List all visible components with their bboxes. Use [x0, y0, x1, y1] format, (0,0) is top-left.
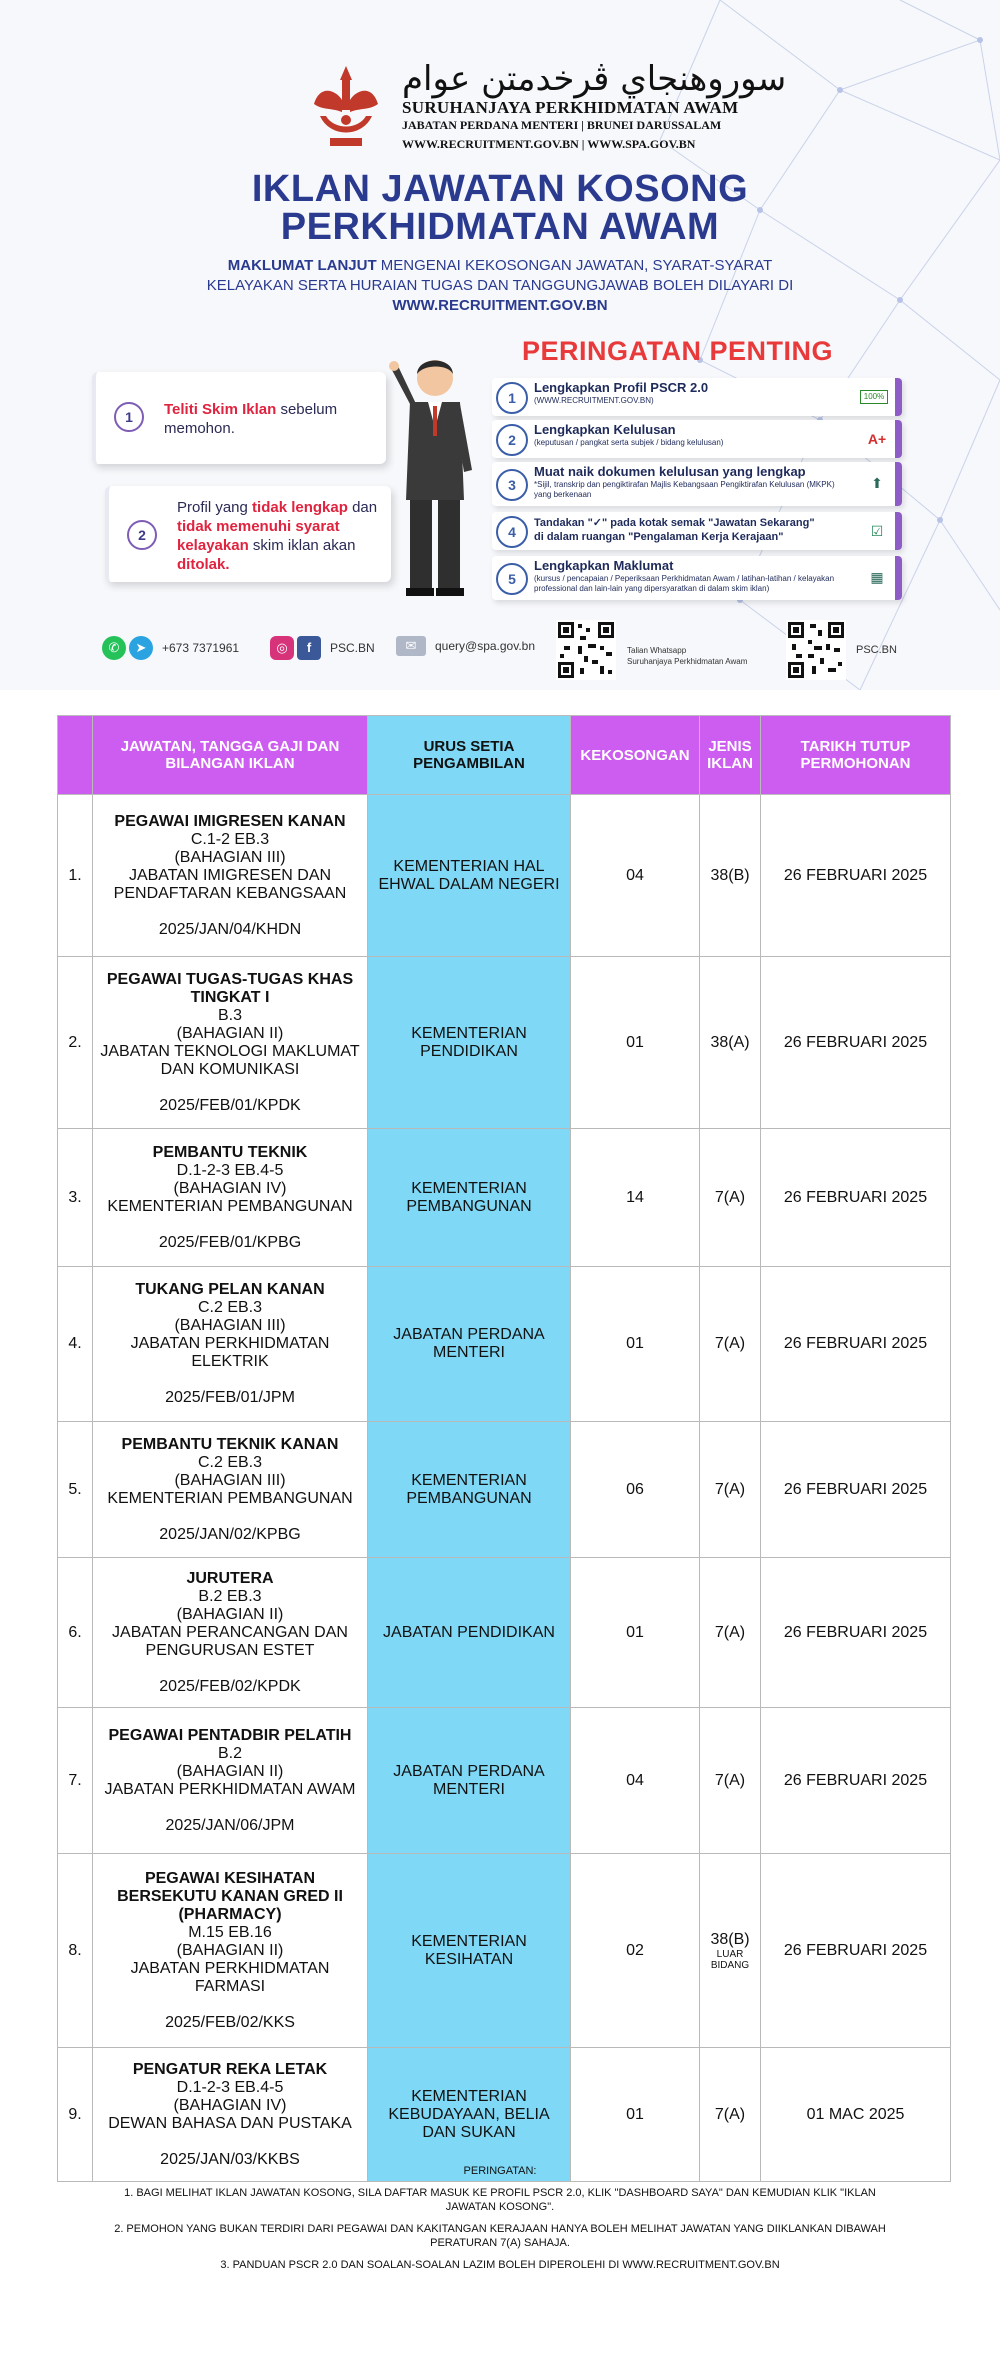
ad-reference: 2025/JAN/04/KHDN: [158, 920, 302, 938]
upload-icon: ⬆: [871, 475, 883, 491]
row-number: 2.: [58, 957, 93, 1129]
poster-header: [0, 0, 1000, 690]
urus-cell: JABATAN PERDANA MENTERI: [368, 1267, 571, 1422]
tarikh-cell: 26 FEBRUARI 2025: [761, 1129, 951, 1267]
position-grade: C.1-2 EB.3: [190, 830, 270, 848]
position-part: (BAHAGIAN II): [176, 1941, 284, 1959]
ad-reference: 2025/JAN/02/KPBG: [159, 1525, 301, 1543]
position-title: PENGATUR REKA LETAK: [132, 2060, 328, 2078]
org-logo-block: [300, 60, 786, 152]
position-part: (BAHAGIAN IV): [173, 2096, 287, 2114]
email-address[interactable]: query@spa.gov.bn: [435, 639, 536, 653]
urus-cell: KEMENTERIAN PEMBANGUNAN: [368, 1129, 571, 1267]
kekosongan-cell: 02: [571, 1854, 700, 2048]
businessman-illustration: [380, 350, 490, 600]
instagram-icon[interactable]: ◎: [270, 636, 294, 660]
note-item: 3. PANDUAN PSCR 2.0 DAN SOALAN-SOALAN LAZIM BOLEH DIPEROLEHI DI WWW.RECRUITMENT.GOV.BN: [220, 2259, 780, 2271]
warning-step-3: [492, 462, 902, 506]
info-bold: MAKLUMAT LANJUT: [227, 257, 377, 274]
step-desc: di dalam ruangan "Pengalaman Kerja Kerajaan": [534, 531, 784, 543]
contact-phone: [102, 636, 239, 660]
header-kekosongan: KEKOSONGAN: [571, 716, 700, 795]
info-text: [200, 256, 800, 316]
urus-cell: KEMENTERIAN KESIHATAN: [368, 1854, 571, 2048]
callout-1: [92, 372, 386, 464]
step-heading: Lengkapkan Maklumat: [534, 558, 674, 573]
position-title: PEGAWAI PENTADBIR PELATIH: [108, 1726, 352, 1744]
jenis-cell: 7(A): [700, 1129, 761, 1267]
jawatan-cell: [93, 1267, 368, 1422]
qr-code-psc[interactable]: [786, 620, 846, 680]
qr-code-whatsapp[interactable]: [556, 620, 616, 680]
urus-cell: KEMENTERIAN PEMBANGUNAN: [368, 1422, 571, 1558]
step-desc: (WWW.RECRUITMENT.GOV.BN): [534, 396, 654, 405]
position-grade: C.2 EB.3: [197, 1299, 263, 1316]
position-dept: JABATAN IMIGRESEN DAN PENDAFTARAN KEBANGSAAN: [113, 866, 347, 902]
tarikh-cell: 26 FEBRUARI 2025: [761, 1422, 951, 1558]
table-header-row: [58, 716, 951, 795]
tarikh-cell: 26 FEBRUARI 2025: [761, 957, 951, 1129]
progress-icon: 100%: [860, 390, 888, 404]
position-dept: JABATAN PERKHIDMATAN FARMASI: [130, 1959, 330, 1995]
urus-cell: KEMENTERIAN PENDIDIKAN: [368, 957, 571, 1129]
row-number: 3.: [58, 1129, 93, 1267]
step-number: 3: [496, 469, 528, 501]
jawatan-cell: [93, 1708, 368, 1854]
contact-social: [270, 636, 375, 660]
step-heading: Muat naik dokumen kelulusan yang lengkap: [534, 464, 806, 479]
urus-cell: KEMENTERIAN KEBUDAYAAN, BELIA DAN SUKAN: [368, 2048, 571, 2182]
position-title: PEGAWAI KESIHATAN BERSEKUTU KANAN GRED II (PHARMACY): [117, 1869, 343, 1923]
urus-cell: KEMENTERIAN HAL EHWAL DALAM NEGERI: [368, 795, 571, 957]
position-grade: D.1-2-3 EB.4-5: [176, 1161, 284, 1179]
org-subtitle: JABATAN PERDANA MENTERI | BRUNEI DARUSSALAM: [402, 118, 722, 132]
ad-reference: 2025/FEB/01/JPM: [165, 1389, 295, 1406]
org-websites: WWW.RECRUITMENT.GOV.BN | WWW.SPA.GOV.BN: [402, 137, 696, 151]
org-name-jawi: سوروهنجاي ڤرخدمتن عوام: [402, 59, 787, 99]
ad-reference: 2025/JAN/03/KKBS: [160, 2150, 300, 2168]
telegram-icon[interactable]: ➤: [129, 636, 153, 660]
position-part: (BAHAGIAN III): [174, 1317, 286, 1334]
kekosongan-cell: 04: [571, 795, 700, 957]
position-part: (BAHAGIAN II): [176, 1605, 284, 1623]
ad-reference: 2025/JAN/06/JPM: [165, 1816, 295, 1834]
header-urus: URUS SETIA PENGAMBILAN: [368, 716, 571, 795]
jawatan-cell: [93, 957, 368, 1129]
jenis-cell: 7(A): [700, 1267, 761, 1422]
callout-text: [164, 400, 374, 438]
table-row: [58, 1422, 951, 1558]
step-accent: [895, 378, 902, 416]
header-tarikh: TARIKH TUTUP PERMOHONAN: [761, 716, 951, 795]
qr-label: PSC.BN: [856, 644, 897, 656]
position-part: (BAHAGIAN III): [174, 1471, 286, 1489]
step-desc: *Sijil, transkrip dan pengiktirafan Majlis Kebangsaan Pengiktirafan Kelulusan (MKPK) yang berkenaan: [534, 480, 835, 499]
position-grade: C.2 EB.3: [197, 1453, 263, 1471]
warning-step-4: [492, 512, 902, 550]
step-desc: (keputusan / pangkat serta subjek / bidang kelulusan): [534, 438, 724, 447]
qr-caption: Talian Whatsapp Suruhanjaya Perkhidmatan Awam: [627, 646, 748, 666]
table-row: [58, 1129, 951, 1267]
position-dept: KEMENTERIAN PEMBANGUNAN: [107, 1197, 353, 1215]
callout-body: sebelum memohon.: [164, 401, 338, 437]
header-jenis: JENIS IKLAN: [700, 716, 761, 795]
jenis-cell: 38(A): [700, 957, 761, 1129]
urus-cell: JABATAN PERDANA MENTERI: [368, 1708, 571, 1854]
warning-title: PERINGATAN PENTING: [522, 336, 834, 366]
tarikh-cell: 26 FEBRUARI 2025: [761, 1558, 951, 1708]
jawatan-cell: [93, 2048, 368, 2182]
brunei-crest-icon: [300, 60, 392, 152]
checkbox-icon: ☑: [870, 523, 884, 539]
phone-number[interactable]: +673 7371961: [162, 641, 240, 655]
grade-icon: A+: [867, 431, 887, 447]
position-dept: KEMENTERIAN PEMBANGUNAN: [107, 1489, 353, 1507]
ad-reference: 2025/FEB/02/KPDK: [159, 1677, 301, 1695]
info-url[interactable]: WWW.RECRUITMENT.GOV.BN: [392, 297, 608, 314]
callout-text: Profil yang tidak lengkap dan tidak memenuhi syarat kelayakan skim iklan akan ditolak.: [177, 499, 378, 573]
position-title: JURUTERA: [186, 1569, 274, 1587]
position-grade: M.15 EB.16: [188, 1923, 272, 1941]
ad-reference: 2025/FEB/01/KPBG: [158, 1233, 302, 1251]
callout-number: 2: [127, 520, 157, 550]
step-accent: [895, 462, 902, 506]
jenis-cell: 38(B) LUAR BIDANG: [700, 1854, 761, 2048]
position-title: PEMBANTU TEKNIK KANAN: [121, 1435, 339, 1453]
position-part: (BAHAGIAN III): [174, 848, 286, 866]
facebook-icon[interactable]: f: [297, 636, 321, 660]
social-handle[interactable]: PSC.BN: [330, 641, 375, 655]
warning-step-1: [492, 378, 902, 416]
position-grade: B.2 EB.3: [198, 1587, 262, 1605]
position-dept: JABATAN PERKHIDMATAN AWAM: [104, 1780, 356, 1798]
step-accent: [895, 556, 902, 600]
table-row: [58, 1708, 951, 1854]
info-body: MENGENAI KEKOSONGAN JAWATAN, SYARAT-SYARAT KELAYAKAN SERTA HURAIAN TUGAS DAN TANGGUNGJAWAB BOLEH DILAYARI DI: [206, 257, 794, 294]
kekosongan-cell: 01: [571, 1558, 700, 1708]
jenis-cell: 7(A): [700, 1422, 761, 1558]
step-number: 5: [496, 563, 528, 595]
urus-cell: JABATAN PENDIDIKAN: [368, 1558, 571, 1708]
step-number: 2: [496, 424, 528, 456]
table-row: [58, 795, 951, 957]
position-part: (BAHAGIAN IV): [173, 1179, 287, 1197]
kekosongan-cell: 06: [571, 1422, 700, 1558]
kekosongan-cell: 14: [571, 1129, 700, 1267]
position-dept: JABATAN TEKNOLOGI MAKLUMAT DAN KOMUNIKASI: [100, 1042, 360, 1078]
position-title: PEGAWAI IMIGRESEN KANAN: [114, 812, 346, 830]
footer-notes: [100, 2164, 900, 2280]
jenis-cell: 7(A): [700, 1708, 761, 1854]
position-title: PEMBANTU TEKNIK: [152, 1143, 308, 1161]
row-number: 1.: [58, 795, 93, 957]
position-dept: DEWAN BAHASA DAN PUSTAKA: [108, 2114, 352, 2132]
position-part: (BAHAGIAN II): [176, 1762, 284, 1780]
kekosongan-cell: 01: [571, 1267, 700, 1422]
position-dept: JABATAN PERKHIDMATAN ELEKTRIK: [130, 1335, 330, 1370]
kekosongan-cell: 01: [571, 2048, 700, 2182]
jawatan-cell: [93, 1854, 368, 2048]
step-number: 4: [496, 516, 528, 548]
table-row: [58, 1267, 951, 1422]
position-grade: B.3: [217, 1006, 242, 1024]
ad-reference: 2025/FEB/02/KKS: [165, 2013, 295, 2031]
notes-heading: PERINGATAN:: [463, 2165, 537, 2177]
warning-step-2: [492, 420, 902, 458]
position-dept: JABATAN PERANCANGAN DAN PENGURUSAN ESTET: [112, 1623, 348, 1659]
jawatan-cell: [93, 1129, 368, 1267]
tarikh-cell: 26 FEBRUARI 2025: [761, 1708, 951, 1854]
table-row: [58, 1854, 951, 2048]
jawatan-cell: [93, 795, 368, 957]
header-jawatan: JAWATAN, TANGGA GAJI DAN BILANGAN IKLAN: [93, 716, 368, 795]
note-item: 2. PEMOHON YANG BUKAN TERDIRI DARI PEGAWAI DAN KAKITANGAN KERAJAAN HANYA BOLEH MELIHAT JAWATAN YANG DIIKLANKAN DIBAWAH PERATURAN 7(A) SAHAJA.: [114, 2223, 886, 2249]
tarikh-cell: 26 FEBRUARI 2025: [761, 795, 951, 957]
kekosongan-cell: 01: [571, 957, 700, 1129]
callout-number: 1: [114, 402, 144, 432]
note-item: 1. BAGI MELIHAT IKLAN JAWATAN KOSONG, SILA DAFTAR MASUK KE PROFIL PSCR 2.0, KLIK "DASHBOARD SAYA" DAN KEMUDIAN KLIK "IKLAN JAWATAN KOSONG".: [124, 2187, 876, 2213]
row-number: 4.: [58, 1267, 93, 1422]
step-heading: Lengkapkan Profil PSCR 2.0: [534, 380, 709, 395]
row-number: 5.: [58, 1422, 93, 1558]
position-title: PEGAWAI TUGAS-TUGAS KHAS TINGKAT I: [106, 970, 354, 1006]
header-number: [58, 716, 93, 795]
jawatan-cell: [93, 1558, 368, 1708]
vacancy-table: [57, 715, 951, 2182]
position-title: TUKANG PELAN KANAN: [135, 1281, 325, 1298]
whatsapp-icon[interactable]: ✆: [102, 636, 126, 660]
tarikh-cell: 26 FEBRUARI 2025: [761, 1854, 951, 2048]
jenis-cell: 7(A): [700, 2048, 761, 2182]
position-grade: B.2: [217, 1744, 242, 1762]
envelope-icon: ✉: [396, 636, 426, 656]
jenis-cell: 7(A): [700, 1558, 761, 1708]
position-grade: D.1-2-3 EB.4-5: [176, 2078, 284, 2096]
tarikh-cell: 26 FEBRUARI 2025: [761, 1267, 951, 1422]
jawatan-cell: [93, 1422, 368, 1558]
step-heading: Lengkapkan Kelulusan: [534, 422, 676, 437]
tarikh-cell: 01 MAC 2025: [761, 2048, 951, 2182]
callout-2: [105, 486, 391, 582]
jenis-cell: 38(B): [700, 795, 761, 957]
row-number: 6.: [58, 1558, 93, 1708]
row-number: 9.: [58, 2048, 93, 2182]
step-desc: (kursus / pencapaian / Peperiksaan Perkhidmatan Awam / latihan-latihan / kelayakan professional dan lain-lain yang dipersyaratkan di dalam skim iklan): [534, 574, 835, 593]
position-part: (BAHAGIAN II): [176, 1024, 284, 1042]
table-row: [58, 2048, 951, 2182]
table-row: [58, 957, 951, 1129]
step-number: 1: [496, 382, 528, 414]
row-number: 8.: [58, 1854, 93, 2048]
kekosongan-cell: 04: [571, 1708, 700, 1854]
warning-step-5: [492, 556, 902, 600]
row-number: 7.: [58, 1708, 93, 1854]
step-heading: Tandakan "✓" pada kotak semak "Jawatan Sekarang": [534, 517, 815, 529]
contact-email: [396, 636, 535, 656]
poster-title-line2: PERKHIDMATAN AWAM: [280, 206, 720, 248]
ad-reference: 2025/FEB/01/KPDK: [159, 1096, 301, 1114]
poster-title-line1: IKLAN JAWATAN KOSONG: [251, 168, 749, 210]
callout-highlight: Teliti Skim Iklan: [164, 401, 277, 418]
org-name: SURUHANJAYA PERKHIDMATAN AWAM: [402, 98, 739, 117]
step-accent: [895, 420, 902, 458]
step-accent: [895, 512, 902, 550]
table-row: [58, 1558, 951, 1708]
documents-icon: ▦: [870, 569, 884, 585]
